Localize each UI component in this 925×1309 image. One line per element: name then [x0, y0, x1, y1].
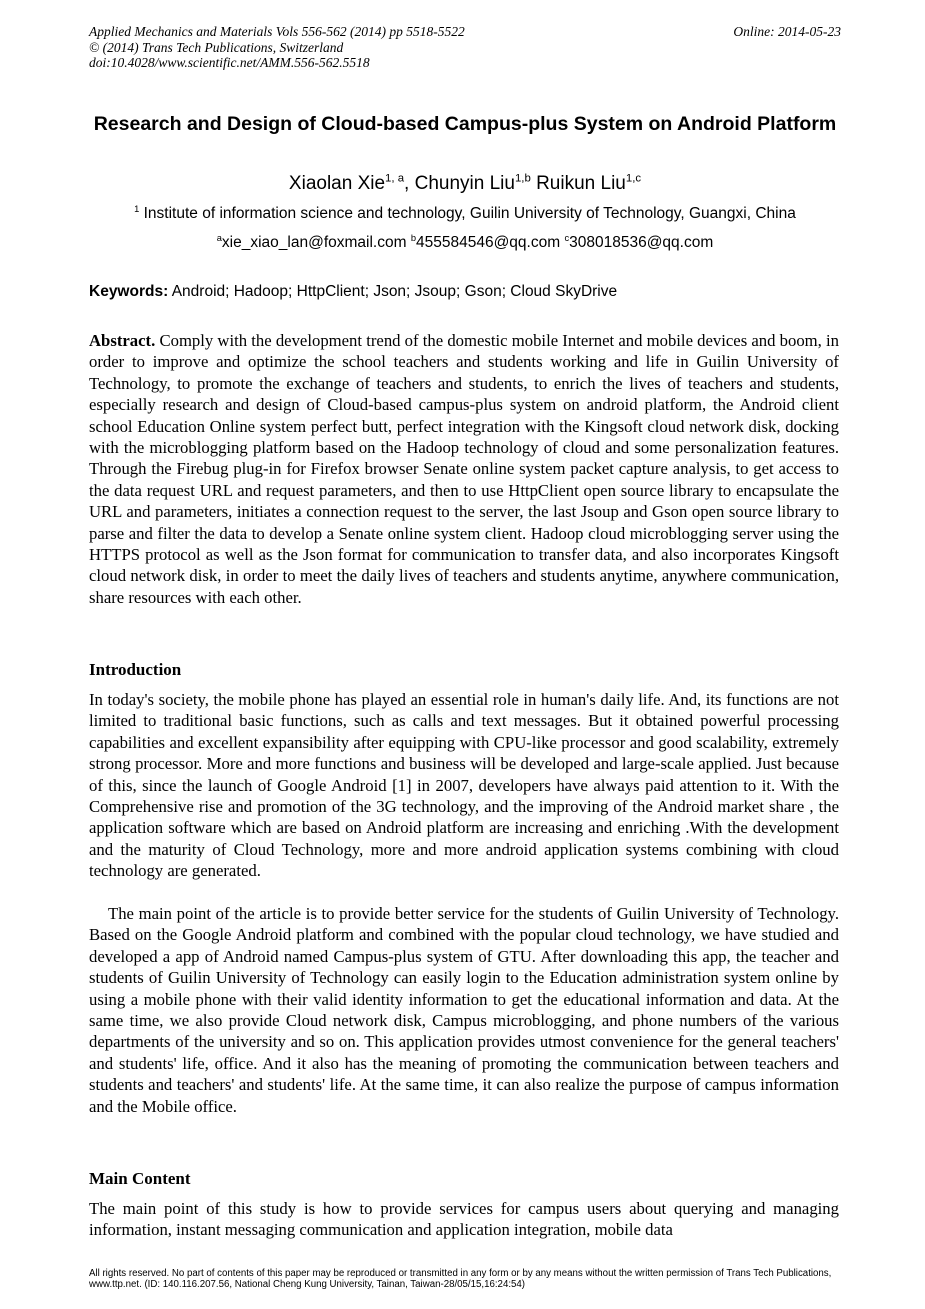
journal-header — [89, 24, 841, 71]
keywords — [89, 282, 841, 302]
author-affil-sup: 1,c — [625, 172, 642, 185]
main-content-paragraph-1: The main point of this study is how to provide services for campus users about querying and managing information, instant messaging communication and application integration, mobile data — [89, 1199, 839, 1240]
author-affil-sup: 1, a — [385, 172, 405, 185]
author-separator: , — [404, 173, 410, 194]
introduction-paragraph-2: The main point of the article is to provide better service for the students of Guilin University of Technology. Based on the Google Android platform and combined with the popular cloud technology, we have studied and developed a app of Android named Campus-plus system of GTU. After downloading this app, the teacher and students of Guilin University of Technology can easily login to the Education administration system online by using a mobile phone with their valid identity information to get the educational information and data. At the same time, we also provide Cloud network disk, Campus microblogging, and phone numbers of the various departments of the university and so on. This application provides utmost convenience for the general teachers' and students' life, office. And it also has the meaning of promoting the communication between teachers and students and teachers' and students' life. At the same time, it can also realize the purpose of campus information and the Mobile office. — [89, 904, 839, 1116]
affiliation — [89, 204, 841, 224]
email-sup: b — [410, 232, 416, 243]
author-name: Chunyin Liu — [414, 173, 515, 194]
email-address: 455584546@qq.com — [415, 234, 561, 251]
abstract-text: Comply with the development trend of the domestic mobile Internet and mobile devices and boom, in order to improve and optimize the school teachers and students working and life in Guilin University of Technology, to promote the exchange of teachers and students, to enrich the lives of teachers and students, especially research and design of Cloud-based campus-plus system on android platform, the Android client school Education Online system perfect butt, perfect integration with the Kingsoft cloud network disk, docking with the microblogging platform based on the Hadoop technology of cloud and some personalization features. Through the Firebug plug-in for Firefox browser Senate online system packet capture analysis, to get access to the data request URL and request parameters, and then to use HttpClient open source library to encapsulate the URL and parameters, initiates a connection request to the server, the last Jsoup and Gson open source library to parse and filter the data to develop a Senate online system client. Hadoop cloud microblogging server using the HTTPS protocol as well as the Json format for communication to transfer data, and also incorporates Kingsoft cloud network disk, in order to meet the daily lives of teachers and students anytime, anywhere communication, share resources with each other. — [89, 331, 839, 607]
paper-title: Research and Design of Cloud-based Campus-plus System on Android Platform — [93, 113, 837, 135]
keywords-text: Android; Hadoop; HttpClient; Json; Jsoup; Gson; Cloud SkyDrive — [171, 283, 618, 300]
author-name: Ruikun Liu — [536, 173, 626, 194]
affiliation-text: Institute of information science and technology, Guilin University of Technology, Guangxi, China — [143, 205, 796, 222]
abstract-label: Abstract. — [89, 331, 156, 350]
copyright-line: © (2014) Trans Tech Publications, Switzerland — [89, 39, 344, 55]
abstract — [89, 330, 839, 608]
email-address: 308018536@qq.com — [569, 234, 714, 251]
section-heading-main-content: Main Content — [89, 1169, 191, 1188]
email-sup: c — [564, 232, 570, 243]
section-heading-introduction: Introduction — [89, 660, 182, 679]
author-affil-sup: 1,b — [514, 172, 531, 185]
doi-line: doi:10.4028/www.scientific.net/AMM.556-562.5518 — [89, 55, 370, 70]
introduction-paragraph-1: In today's society, the mobile phone has played an essential role in human's daily life. And, its functions are not limited to traditional basic functions, such as calls and text messages. But it obtained powerful processing capabilities and excellent expansibility after equipping with CPU-like processor and good scalability, extremely strong processor. More and more functions and business will be developed and large-scale applied. Just because of this, since the launch of Google Android [1] in 2007, developers have always paid attention to it. With the Comprehensive rise and promotion of the 3G technology, and the improving of the Android market share , the application software which are based on Android platform are increasing and enriching .With the development and the maturity of Cloud Technology, more and more android application systems combining with cloud technology are generated. — [89, 690, 839, 881]
copyright-footer: All rights reserved. No part of contents of this paper may be reproduced or transmitted in any form or by any means without the written permission of Trans Tech Publications, www.ttp.net. (ID: 140.116.207.56, National Cheng Kung University, Tainan, Taiwan-28/05/15,16:24:54) — [89, 1268, 832, 1290]
author-list — [89, 171, 841, 197]
author-emails — [89, 233, 841, 253]
journal-citation: Applied Mechanics and Materials Vols 556-562 (2014) pp 5518-5522 — [89, 24, 465, 39]
online-date: Online: 2014-05-23 — [733, 24, 841, 39]
email-address: xie_xiao_lan@foxmail.com — [221, 234, 407, 251]
author-name: Xiaolan Xie — [288, 173, 386, 194]
email-sup: a — [216, 232, 222, 243]
affiliation-sup: 1 — [134, 203, 140, 214]
keywords-label: Keywords: — [89, 283, 169, 300]
